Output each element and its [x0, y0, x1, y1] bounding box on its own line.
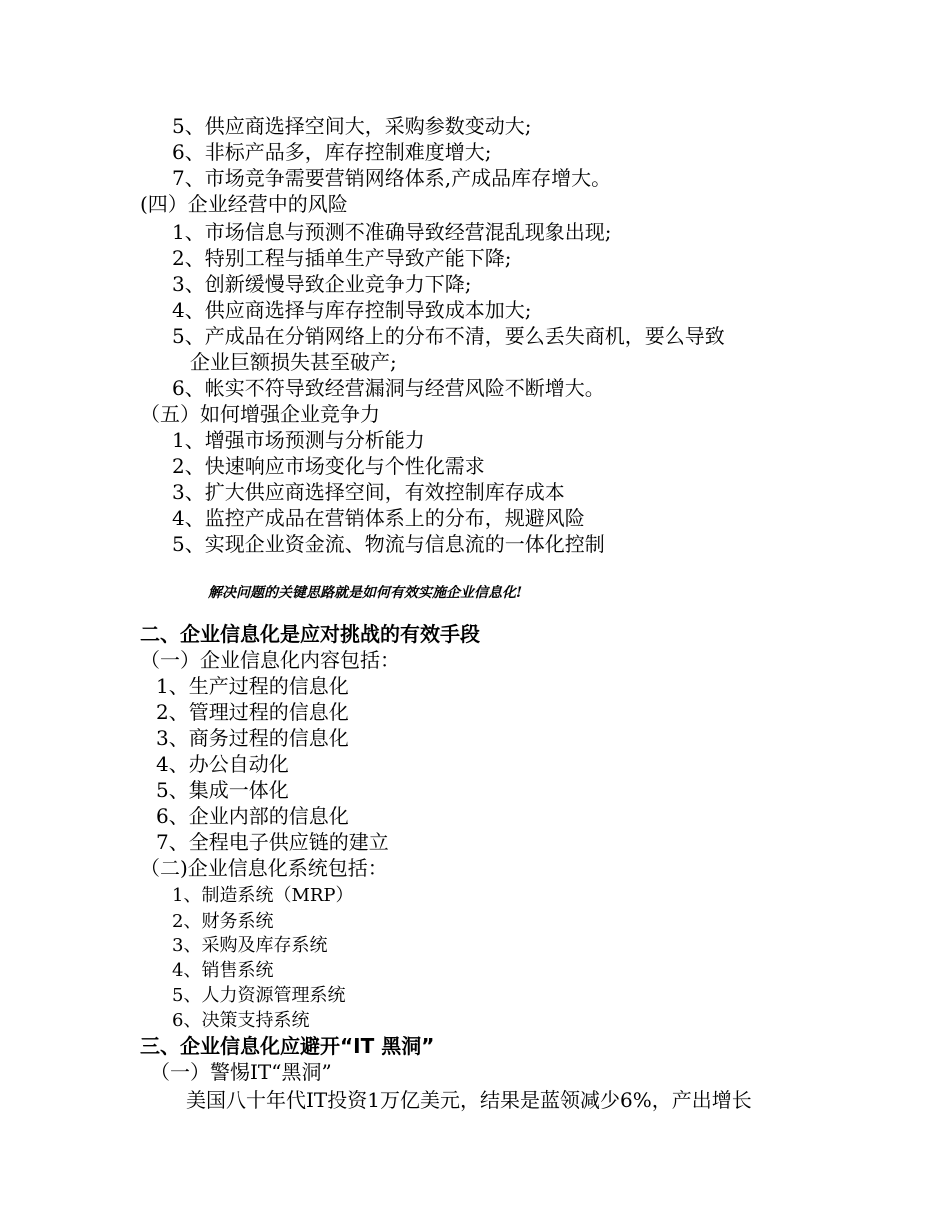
list-item: 1、市场信息与预测不准确导致经营混乱现象出现;	[172, 220, 612, 244]
key-idea-note: 解决问题的关键思路就是如何有效实施企业信息化!	[208, 585, 523, 601]
section-heading: （一）企业信息化内容包括：	[140, 648, 400, 672]
list-item: 5、实现企业资金流、物流与信息流的一体化控制	[172, 532, 605, 556]
section-heading: （二)企业信息化系统包括：	[140, 856, 388, 880]
paragraph-line: 美国八十年代IT投资1万亿美元，结果是蓝领减少6%，产出增长	[186, 1088, 752, 1112]
section-heading: （五）如何增强企业竞争力	[140, 402, 380, 426]
list-item: 4、监控产成品在营销体系上的分布，规避风险	[172, 506, 585, 530]
list-item: 6、帐实不符导致经营漏洞与经营风险不断增大。	[172, 376, 605, 400]
list-item: 6、企业内部的信息化	[156, 804, 349, 828]
list-item: 3、扩大供应商选择空间，有效控制库存成本	[172, 480, 565, 504]
list-item: 5、集成一体化	[156, 778, 289, 802]
list-item-continuation: 企业巨额损失甚至破产;	[190, 350, 397, 374]
chapter-heading: 三、企业信息化应避开“IT 黑洞”	[140, 1034, 435, 1058]
list-item: 2、快速响应市场变化与个性化需求	[172, 454, 485, 478]
list-item: 3、创新缓慢导致企业竞争力下降;	[172, 272, 472, 296]
section-heading: （一）警惕IT“黑洞”	[150, 1060, 332, 1084]
list-item: 1、制造系统（MRP）	[172, 885, 354, 906]
list-item: 1、增强市场预测与分析能力	[172, 428, 425, 452]
list-item: 3、采购及库存系统	[172, 935, 328, 956]
list-item: 2、管理过程的信息化	[156, 700, 349, 724]
list-item: 4、销售系统	[172, 960, 274, 981]
list-item: 5、供应商选择空间大，采购参数变动大;	[172, 114, 532, 138]
chapter-heading: 二、企业信息化是应对挑战的有效手段	[140, 622, 480, 646]
list-item: 4、办公自动化	[156, 752, 289, 776]
list-item: 5、产成品在分销网络上的分布不清，要么丢失商机，要么导致	[172, 324, 725, 348]
list-item: 7、市场竞争需要营销网络体系,产成品库存增大。	[172, 166, 612, 190]
list-item: 2、特别工程与插单生产导致产能下降;	[172, 246, 512, 270]
list-item: 5、人力资源管理系统	[172, 985, 346, 1006]
list-item: 3、商务过程的信息化	[156, 726, 349, 750]
list-item: 6、非标产品多，库存控制难度增大;	[172, 140, 492, 164]
list-item: 4、供应商选择与库存控制导致成本加大;	[172, 298, 532, 322]
list-item: 2、财务系统	[172, 911, 274, 932]
list-item: 7、全程电子供应链的建立	[156, 830, 389, 854]
list-item: 1、生产过程的信息化	[156, 674, 349, 698]
section-heading: (四）企业经营中的风险	[140, 192, 348, 216]
list-item: 6、决策支持系统	[172, 1010, 310, 1031]
